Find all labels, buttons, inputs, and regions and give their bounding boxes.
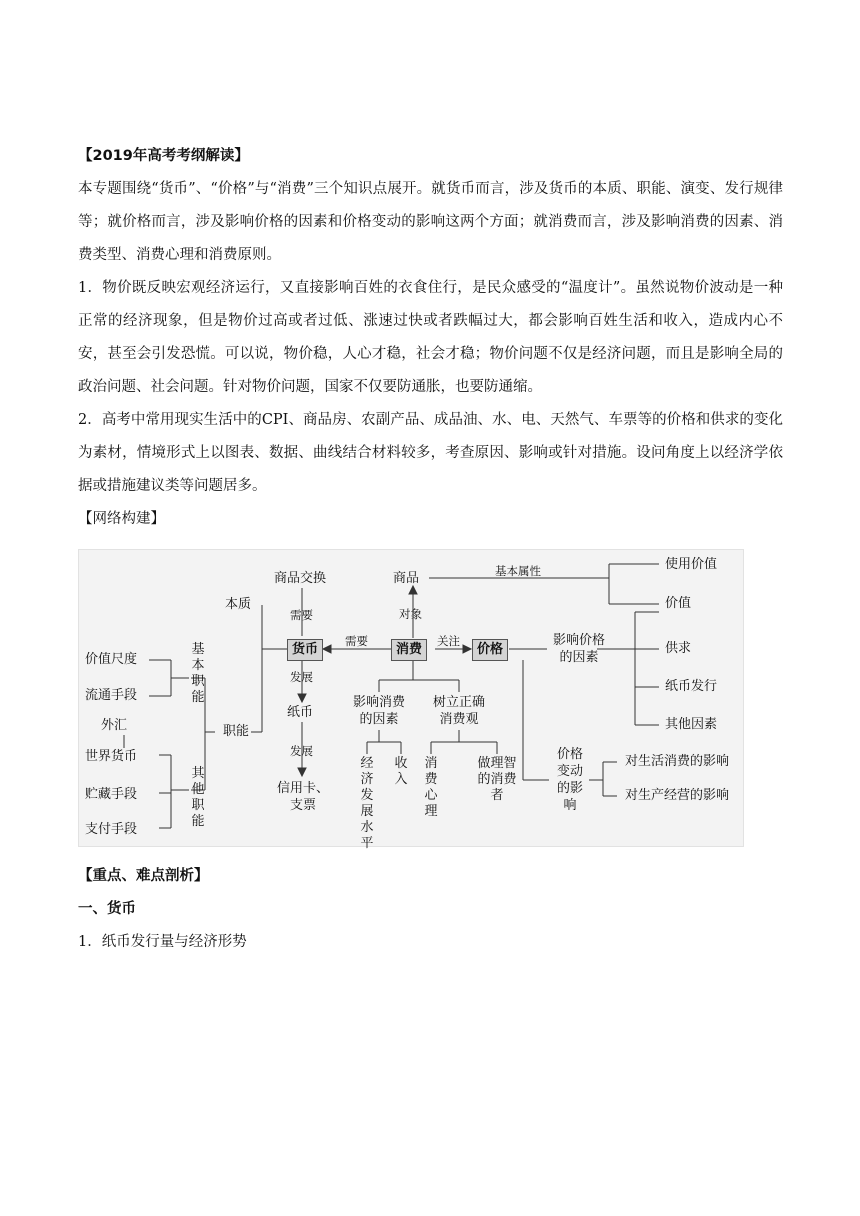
node-zhucang-shouduan: 贮藏手段 [85,787,138,802]
node-qita-zhineng: 其他职能 [191,766,205,829]
label-guanzhu: 关注 [437,634,460,648]
analysis-heading: 【重点、难点剖析】 [78,868,209,884]
node-xinyongka-zhipiao: 信用卡、支票 [276,781,329,813]
node-shangpin: 商品 [393,571,420,586]
node-dui-shenghuo: 对生活消费的影响 [625,754,730,769]
outline-heading: 【2019年高考考纲解读】 [78,148,249,164]
node-yingxiang-xiaofei: 影响消费的因素 [352,695,405,727]
label-xuyao-vertical: 需要 [290,608,313,622]
point-1: 1．物价既反映宏观经济运行，又直接影响百姓的衣食住行，是民众感受的“温度计”。虽然说物价波动是一种正常的经济现象，但是物价过高或者过低、涨速过快或者跌幅过大，都会影响百姓生活和收入，造成内心不安，甚至会引发恐慌。可以说，物价稳，人心才稳，社会才稳；物价问题不仅是经济问题，而且是影响全局的政治问题、社会问题。针对物价问题，国家不仅要防通胀，也要防通缩。 [78,280,783,395]
point-2: 2．高考中常用现实生活中的CPI、商品房、农副产品、成品油、水、电、天然气、车票等的价格和供求的变化为素材，情境形式上以图表、数据、曲线结合材料较多，考查原因、影响或针对措施。设问角度上以经济学依据或措施建议类等问题居多。 [78,412,783,494]
node-zhineng: 职能 [223,724,250,739]
node-waihui: 外汇 [101,718,128,733]
section-1-heading: 一、货币 [78,901,136,917]
analysis-section [78,860,783,959]
node-jiage-biandong: 价格变动的影响 [556,747,583,813]
node-shuli-xiaofeiguan: 树立正确消费观 [432,695,485,727]
node-jiazhi: 价值 [665,596,692,611]
node-yingxiang-jiage: 影响价格的因素 [552,633,605,665]
node-gongqiu: 供求 [665,641,692,656]
node-dui-shengchan: 对生产经营的影响 [625,788,730,803]
node-qita-yinsu: 其他因素 [665,717,718,732]
item-1: 1．纸币发行量与经济形势 [78,934,247,950]
label-jiben-shuxing: 基本属性 [495,564,541,578]
label-fazhan-2: 发展 [290,744,313,758]
node-liutong-shouduan: 流通手段 [85,688,138,703]
node-shouru: 收入 [394,756,408,787]
node-shangpin-jiaohuan: 商品交换 [274,571,327,586]
node-jiben-zhineng: 基本职能 [191,642,205,705]
label-fazhan-1: 发展 [290,670,313,684]
node-shiyong-jiazhi: 使用价值 [665,557,718,572]
node-xiaofei: 消费 [391,639,427,661]
network-heading: 【网络构建】 [78,511,165,527]
document-body [78,140,783,536]
node-shijie-huobi: 世界货币 [85,749,138,764]
knowledge-network-diagram [78,549,744,851]
node-xiaofei-xinli: 消费心理 [424,756,438,819]
node-jiage: 价格 [472,639,508,661]
node-huobi: 货币 [287,639,323,661]
node-zhibi-faxing: 纸币发行 [665,679,718,694]
node-zhibi: 纸币 [287,705,314,720]
intro-paragraph: 本专题围绕“货币”、“价格”与“消费”三个知识点展开。就货币而言，涉及货币的本质、职能、演变、发行规律等；就价格而言，涉及影响价格的因素和价格变动的影响这两个方面；就消费而言，涉及影响消费的因素、消费类型、消费心理和消费原则。 [78,181,783,263]
label-benzhi: 本质 [225,597,252,612]
label-xuyao-horizontal: 需要 [345,634,368,648]
node-zuo-lizhi: 做理智的消费者 [477,756,517,803]
node-zhifu-shouduan: 支付手段 [85,822,138,837]
node-jiazhi-chidu: 价值尺度 [85,652,138,667]
label-duixiang: 对象 [399,607,422,621]
node-jingji-fazhan: 经济发展水平 [360,756,374,851]
